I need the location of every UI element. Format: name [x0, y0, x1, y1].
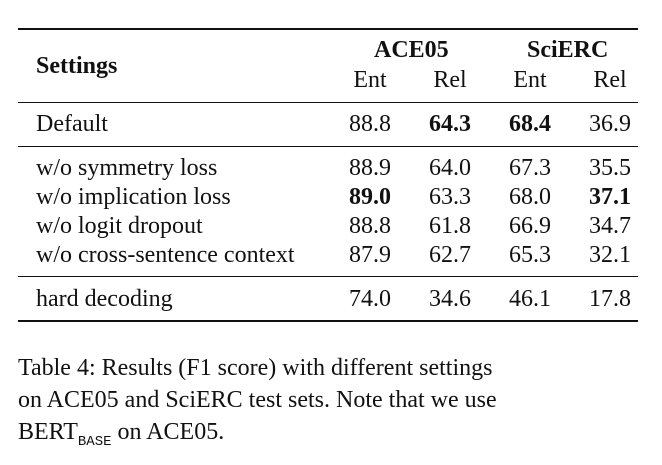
cell-hard-ace05-ent: 74.0: [349, 286, 391, 312]
cell-hard-scierc-ent: 46.1: [509, 286, 551, 312]
row-label-implication: w/o implication loss: [36, 184, 231, 210]
row-label-default: Default: [36, 111, 108, 137]
row-label-symmetry: w/o symmetry loss: [36, 155, 218, 181]
header-rule: [18, 102, 638, 103]
group-header-scierc: SciERC: [527, 37, 609, 63]
cell-cross-ace05-rel: 62.7: [429, 242, 471, 268]
cell-implication-scierc-rel: 37.1: [589, 184, 631, 210]
table-caption: [18, 352, 646, 452]
cell-logit-scierc-ent: 66.9: [509, 213, 551, 239]
cell-symmetry-scierc-ent: 67.3: [509, 155, 551, 181]
caption-line-3-suffix: on ACE05.: [111, 419, 225, 445]
cell-implication-scierc-ent: 68.0: [509, 184, 551, 210]
group-header-ace05: ACE05: [374, 37, 449, 63]
cell-cross-ace05-ent: 87.9: [349, 242, 391, 268]
table-bottom-rule: [18, 320, 638, 322]
table-top-rule: [18, 28, 638, 30]
section-rule-2: [18, 276, 638, 277]
cell-cross-scierc-ent: 65.3: [509, 242, 551, 268]
cell-default-scierc-rel: 36.9: [589, 111, 631, 137]
row-label-hard-decoding: hard decoding: [36, 286, 173, 312]
cell-logit-ace05-rel: 61.8: [429, 213, 471, 239]
caption-bert: BERT: [18, 419, 78, 445]
cell-symmetry-ace05-rel: 64.0: [429, 155, 471, 181]
cell-symmetry-ace05-ent: 88.9: [349, 155, 391, 181]
row-label-cross-sentence: w/o cross-sentence context: [36, 242, 295, 268]
subheader-ent-scierc: Ent: [513, 67, 547, 93]
cell-default-scierc-ent: 68.4: [509, 111, 551, 137]
subheader-rel-scierc: Rel: [593, 67, 627, 93]
cell-hard-scierc-rel: 17.8: [589, 286, 631, 312]
caption-line-3: [18, 416, 646, 452]
caption-line-1: Table 4: Results (F1 score) with different settings: [18, 355, 493, 381]
cell-cross-scierc-rel: 32.1: [589, 242, 631, 268]
subheader-rel-ace05: Rel: [433, 67, 467, 93]
cell-logit-scierc-rel: 34.7: [589, 213, 631, 239]
subheader-ent-ace05: Ent: [353, 67, 387, 93]
caption-line-2: on ACE05 and SciERC test sets. Note that we use: [18, 387, 497, 413]
settings-header: Settings: [36, 53, 118, 79]
cell-default-ace05-ent: 88.8: [349, 111, 391, 137]
cell-implication-ace05-ent: 89.0: [349, 184, 391, 210]
section-rule-1: [18, 146, 638, 147]
cell-symmetry-scierc-rel: 35.5: [589, 155, 631, 181]
cell-implication-ace05-rel: 63.3: [429, 184, 471, 210]
cell-hard-ace05-rel: 34.6: [429, 286, 471, 312]
cell-default-ace05-rel: 64.3: [429, 111, 471, 137]
row-label-logit-dropout: w/o logit dropout: [36, 213, 203, 239]
caption-bert-subscript: BASE: [77, 434, 112, 450]
cell-logit-ace05-ent: 88.8: [349, 213, 391, 239]
